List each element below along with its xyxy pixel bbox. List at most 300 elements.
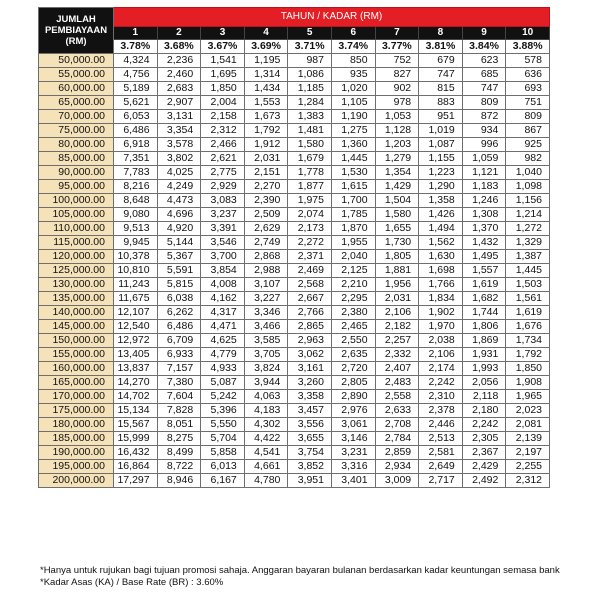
monthly-payment-cell: 1,358 [419,194,463,208]
year-header-8: 8 [419,27,463,40]
financing-amount-cell: 115,000.00 [39,236,114,250]
monthly-payment-cell: 6,053 [114,110,158,124]
monthly-payment-cell: 1,965 [506,390,550,404]
monthly-payment-cell: 578 [506,54,550,68]
year-header-10: 10 [506,27,550,40]
monthly-payment-cell: 2,683 [157,82,201,96]
monthly-payment-cell: 11,243 [114,278,158,292]
monthly-payment-cell: 827 [375,68,419,82]
monthly-payment-cell: 1,619 [462,278,506,292]
financing-amount-cell: 170,000.00 [39,390,114,404]
monthly-payment-cell: 3,944 [244,376,288,390]
monthly-payment-cell: 2,305 [462,432,506,446]
monthly-payment-cell: 2,380 [331,306,375,320]
year-header-6: 6 [331,27,375,40]
monthly-payment-cell: 5,242 [201,390,245,404]
monthly-payment-cell: 2,766 [288,306,332,320]
table-row [39,474,550,488]
monthly-payment-cell: 8,216 [114,180,158,194]
monthly-payment-cell: 1,792 [244,124,288,138]
monthly-payment-cell: 2,390 [244,194,288,208]
monthly-payment-cell: 2,805 [331,376,375,390]
monthly-payment-cell: 2,460 [157,68,201,82]
monthly-payment-cell: 4,541 [244,446,288,460]
table-row [39,418,550,432]
monthly-payment-cell: 1,128 [375,124,419,138]
financing-amount-cell: 145,000.00 [39,320,114,334]
monthly-payment-cell: 4,249 [157,180,201,194]
monthly-payment-cell: 2,446 [419,418,463,432]
monthly-payment-cell: 14,270 [114,376,158,390]
monthly-payment-cell: 809 [506,110,550,124]
year-header-3: 3 [201,27,245,40]
table-row [39,278,550,292]
monthly-payment-cell: 2,332 [375,348,419,362]
monthly-payment-cell: 3,316 [331,460,375,474]
monthly-payment-cell: 2,890 [331,390,375,404]
monthly-payment-cell: 1,445 [331,152,375,166]
table-row [39,68,550,82]
table-row [39,82,550,96]
financing-amount-cell: 150,000.00 [39,334,114,348]
monthly-payment-cell: 3,009 [375,474,419,488]
monthly-payment-cell: 747 [419,68,463,82]
monthly-payment-cell: 1,912 [244,138,288,152]
monthly-payment-cell: 1,975 [288,194,332,208]
monthly-payment-cell: 2,633 [375,404,419,418]
monthly-payment-cell: 2,859 [375,446,419,460]
monthly-payment-cell: 7,351 [114,152,158,166]
monthly-payment-cell: 693 [506,82,550,96]
monthly-payment-cell: 3,161 [288,362,332,376]
monthly-payment-cell: 2,649 [419,460,463,474]
monthly-payment-cell: 2,378 [419,404,463,418]
monthly-payment-cell: 4,008 [201,278,245,292]
monthly-payment-cell: 5,858 [201,446,245,460]
footnotes [40,565,560,589]
financing-amount-cell: 165,000.00 [39,376,114,390]
monthly-payment-cell: 1,434 [244,82,288,96]
monthly-payment-cell: 1,955 [331,236,375,250]
monthly-payment-cell: 1,086 [288,68,332,82]
monthly-payment-cell: 3,131 [157,110,201,124]
monthly-payment-cell: 1,290 [419,180,463,194]
monthly-payment-cell: 1,354 [375,166,419,180]
monthly-payment-cell: 12,107 [114,306,158,320]
monthly-payment-cell: 1,778 [288,166,332,180]
monthly-payment-cell: 3,146 [331,432,375,446]
monthly-payment-cell: 3,585 [244,334,288,348]
monthly-payment-cell: 7,604 [157,390,201,404]
monthly-payment-cell: 5,367 [157,250,201,264]
monthly-payment-cell: 1,314 [244,68,288,82]
monthly-payment-cell: 1,931 [462,348,506,362]
monthly-payment-cell: 1,279 [375,152,419,166]
monthly-payment-cell: 1,553 [244,96,288,110]
financing-amount-cell: 65,000.00 [39,96,114,110]
monthly-payment-cell: 2,513 [419,432,463,446]
monthly-payment-cell: 1,105 [331,96,375,110]
monthly-payment-cell: 4,025 [157,166,201,180]
monthly-payment-cell: 1,806 [462,320,506,334]
monthly-payment-cell: 2,040 [331,250,375,264]
monthly-payment-cell: 2,907 [157,96,201,110]
monthly-payment-cell: 2,038 [419,334,463,348]
monthly-payment-cell: 8,946 [157,474,201,488]
monthly-payment-cell: 1,676 [506,320,550,334]
monthly-payment-cell: 3,354 [157,124,201,138]
table-row [39,446,550,460]
monthly-payment-cell: 8,275 [157,432,201,446]
monthly-payment-cell: 5,550 [201,418,245,432]
monthly-payment-cell: 1,494 [419,222,463,236]
monthly-payment-cell: 16,432 [114,446,158,460]
table-row [39,124,550,138]
monthly-payment-cell: 6,262 [157,306,201,320]
amount-header-line-2: PEMBIAYAAN [44,25,108,36]
monthly-payment-cell: 1,272 [506,222,550,236]
monthly-payment-cell: 2,635 [331,348,375,362]
monthly-payment-cell: 2,483 [375,376,419,390]
monthly-payment-cell: 2,310 [419,390,463,404]
financing-amount-cell: 195,000.00 [39,460,114,474]
monthly-payment-cell: 4,317 [201,306,245,320]
monthly-payment-cell: 6,038 [157,292,201,306]
monthly-payment-cell: 2,469 [288,264,332,278]
monthly-payment-cell: 1,383 [288,110,332,124]
disclaimer-note: *Hanya untuk rujukan bagi tujuan promosi sahaja. Anggaran bayaran bulanan berdasarkan kadar keuntungan semasa bank [40,565,560,576]
year-header-7: 7 [375,27,419,40]
monthly-payment-cell: 1,203 [375,138,419,152]
monthly-payment-cell: 1,698 [419,264,463,278]
monthly-payment-cell: 1,562 [419,236,463,250]
financing-amount-cell: 135,000.00 [39,292,114,306]
monthly-payment-cell: 1,087 [419,138,463,152]
monthly-payment-cell: 3,107 [244,278,288,292]
monthly-payment-cell: 4,779 [201,348,245,362]
monthly-payment-cell: 1,673 [244,110,288,124]
monthly-payment-cell: 5,087 [201,376,245,390]
monthly-payment-cell: 2,031 [244,152,288,166]
monthly-payment-cell: 5,144 [157,236,201,250]
monthly-payment-cell: 815 [419,82,463,96]
monthly-payment-cell: 6,918 [114,138,158,152]
monthly-payment-cell: 2,139 [506,432,550,446]
monthly-payment-cell: 1,370 [462,222,506,236]
monthly-payment-cell: 2,158 [201,110,245,124]
monthly-payment-cell: 3,824 [244,362,288,376]
monthly-payment-cell: 15,567 [114,418,158,432]
monthly-payment-cell: 925 [506,138,550,152]
monthly-payment-cell: 2,151 [244,166,288,180]
monthly-payment-cell: 2,621 [201,152,245,166]
monthly-payment-cell: 1,387 [506,250,550,264]
monthly-payment-cell: 3,260 [288,376,332,390]
monthly-payment-cell: 2,257 [375,334,419,348]
monthly-payment-cell: 1,956 [375,278,419,292]
tenure-rate-header: TAHUN / KADAR (RM) [114,8,550,27]
financing-amount-cell: 110,000.00 [39,222,114,236]
table-row [39,194,550,208]
monthly-payment-cell: 2,174 [419,362,463,376]
monthly-payment-cell: 1,426 [419,208,463,222]
monthly-payment-cell: 7,783 [114,166,158,180]
monthly-payment-cell: 4,162 [201,292,245,306]
table-row [39,404,550,418]
monthly-payment-cell: 1,655 [375,222,419,236]
monthly-payment-cell: 8,648 [114,194,158,208]
monthly-payment-cell: 2,581 [419,446,463,460]
monthly-payment-cell: 16,864 [114,460,158,474]
monthly-payment-cell: 2,929 [201,180,245,194]
monthly-payment-cell: 3,951 [288,474,332,488]
monthly-payment-cell: 2,118 [462,390,506,404]
monthly-payment-cell: 1,870 [331,222,375,236]
monthly-payment-cell: 1,429 [375,180,419,194]
monthly-payment-cell: 5,621 [114,96,158,110]
year-header-row [39,27,550,40]
monthly-payment-cell: 623 [462,54,506,68]
monthly-payment-cell: 2,429 [462,460,506,474]
rate-cell: 3.69% [244,40,288,54]
monthly-payment-cell: 1,908 [506,376,550,390]
monthly-payment-cell: 4,696 [157,208,201,222]
monthly-payment-cell: 3,852 [288,460,332,474]
monthly-payment-cell: 13,405 [114,348,158,362]
monthly-payment-cell: 6,486 [157,320,201,334]
monthly-payment-cell: 2,492 [462,474,506,488]
year-header-1: 1 [114,27,158,40]
monthly-payment-cell: 17,297 [114,474,158,488]
table-row [39,376,550,390]
monthly-payment-cell: 4,302 [244,418,288,432]
monthly-payment-cell: 1,284 [288,96,332,110]
rate-header-row [39,40,550,54]
monthly-payment-cell: 867 [506,124,550,138]
monthly-payment-cell: 1,195 [244,54,288,68]
monthly-payment-cell: 13,837 [114,362,158,376]
monthly-payment-cell: 1,695 [201,68,245,82]
financing-amount-cell: 95,000.00 [39,180,114,194]
monthly-payment-cell: 3,754 [288,446,332,460]
monthly-payment-cell: 2,210 [331,278,375,292]
monthly-payment-cell: 747 [462,82,506,96]
table-row [39,166,550,180]
monthly-payment-cell: 8,722 [157,460,201,474]
monthly-payment-cell: 1,121 [462,166,506,180]
financing-amount-cell: 105,000.00 [39,208,114,222]
monthly-payment-cell: 3,231 [331,446,375,460]
monthly-payment-cell: 1,730 [375,236,419,250]
monthly-payment-cell: 14,702 [114,390,158,404]
monthly-payment-cell: 3,854 [201,264,245,278]
financing-amount-cell: 90,000.00 [39,166,114,180]
monthly-payment-cell: 2,056 [462,376,506,390]
monthly-payment-cell: 5,815 [157,278,201,292]
financing-amount-cell: 85,000.00 [39,152,114,166]
monthly-payment-cell: 951 [419,110,463,124]
monthly-payment-cell: 1,785 [331,208,375,222]
monthly-payment-cell: 4,625 [201,334,245,348]
monthly-payment-cell: 2,667 [288,292,332,306]
monthly-payment-cell: 1,541 [201,54,245,68]
monthly-payment-cell: 4,920 [157,222,201,236]
monthly-payment-cell: 685 [462,68,506,82]
monthly-payment-cell: 4,422 [244,432,288,446]
monthly-payment-cell: 12,540 [114,320,158,334]
monthly-payment-cell: 2,312 [506,474,550,488]
monthly-payment-cell: 7,157 [157,362,201,376]
monthly-payment-cell: 1,432 [462,236,506,250]
monthly-payment-cell: 902 [375,82,419,96]
monthly-payment-cell: 2,074 [288,208,332,222]
monthly-payment-cell: 2,976 [331,404,375,418]
financing-amount-cell: 175,000.00 [39,404,114,418]
table-body [39,54,550,488]
monthly-payment-cell: 1,881 [375,264,419,278]
monthly-payment-cell: 1,481 [288,124,332,138]
monthly-payment-cell: 9,513 [114,222,158,236]
monthly-payment-cell: 3,700 [201,250,245,264]
monthly-payment-cell: 2,023 [506,404,550,418]
monthly-payment-cell: 6,013 [201,460,245,474]
monthly-payment-cell: 1,190 [331,110,375,124]
monthly-payment-cell: 9,080 [114,208,158,222]
table-row [39,96,550,110]
monthly-payment-cell: 4,183 [244,404,288,418]
monthly-payment-cell: 2,775 [201,166,245,180]
monthly-payment-cell: 1,970 [419,320,463,334]
monthly-payment-cell: 3,062 [288,348,332,362]
year-header-4: 4 [244,27,288,40]
monthly-payment-cell: 8,499 [157,446,201,460]
monthly-payment-cell: 2,568 [288,278,332,292]
monthly-payment-cell: 1,850 [201,82,245,96]
monthly-payment-cell: 2,784 [375,432,419,446]
monthly-payment-cell: 4,471 [201,320,245,334]
monthly-payment-cell: 2,295 [331,292,375,306]
monthly-payment-cell: 1,561 [506,292,550,306]
amount-header-line-1: JUMLAH [56,14,96,25]
monthly-payment-cell: 1,329 [506,236,550,250]
monthly-payment-cell: 1,734 [506,334,550,348]
monthly-payment-cell: 10,810 [114,264,158,278]
monthly-payment-cell: 636 [506,68,550,82]
table-row [39,348,550,362]
monthly-payment-cell: 2,173 [288,222,332,236]
rate-cell: 3.71% [288,40,332,54]
monthly-payment-cell: 3,466 [244,320,288,334]
year-header-2: 2 [157,27,201,40]
monthly-payment-cell: 1,744 [462,306,506,320]
financing-amount-cell: 55,000.00 [39,68,114,82]
monthly-payment-cell: 2,868 [244,250,288,264]
monthly-payment-cell: 1,792 [506,348,550,362]
monthly-payment-cell: 12,972 [114,334,158,348]
table-row [39,180,550,194]
monthly-payment-cell: 934 [462,124,506,138]
monthly-payment-cell: 1,040 [506,166,550,180]
monthly-payment-cell: 1,156 [506,194,550,208]
monthly-payment-cell: 2,407 [375,362,419,376]
monthly-payment-cell: 1,495 [462,250,506,264]
table-row [39,362,550,376]
monthly-payment-cell: 3,061 [331,418,375,432]
table-row [39,390,550,404]
financing-amount-cell: 185,000.00 [39,432,114,446]
monthly-payment-cell: 1,308 [462,208,506,222]
monthly-payment-cell: 2,708 [375,418,419,432]
monthly-payment-cell: 809 [462,96,506,110]
monthly-payment-cell: 15,134 [114,404,158,418]
monthly-payment-cell: 2,988 [244,264,288,278]
monthly-payment-cell: 1,504 [375,194,419,208]
monthly-payment-cell: 3,391 [201,222,245,236]
financing-amount-cell: 180,000.00 [39,418,114,432]
monthly-payment-cell: 1,766 [419,278,463,292]
table-row [39,250,550,264]
monthly-payment-cell: 935 [331,68,375,82]
monthly-payment-cell: 2,720 [331,362,375,376]
monthly-payment-cell: 2,242 [419,376,463,390]
monthly-payment-cell: 1,530 [331,166,375,180]
amount-header-line-3: (RM) [65,36,87,47]
monthly-payment-cell: 9,945 [114,236,158,250]
monthly-payment-cell: 1,700 [331,194,375,208]
table-row [39,208,550,222]
monthly-payment-cell: 2,963 [288,334,332,348]
monthly-payment-cell: 2,550 [331,334,375,348]
monthly-payment-cell: 6,933 [157,348,201,362]
financing-amount-cell: 130,000.00 [39,278,114,292]
financing-amount-cell: 100,000.00 [39,194,114,208]
monthly-payment-cell: 4,661 [244,460,288,474]
table-row [39,334,550,348]
monthly-payment-cell: 3,083 [201,194,245,208]
monthly-payment-cell: 3,705 [244,348,288,362]
monthly-payment-cell: 1,679 [288,152,332,166]
table-row [39,110,550,124]
year-header-5: 5 [288,27,332,40]
monthly-payment-cell: 1,185 [288,82,332,96]
monthly-payment-cell: 2,255 [506,460,550,474]
monthly-payment-cell: 987 [288,54,332,68]
monthly-payment-cell: 982 [506,152,550,166]
monthly-payment-cell: 2,081 [506,418,550,432]
amount-column-header [39,8,114,54]
monthly-payment-cell: 2,466 [201,138,245,152]
table-row [39,152,550,166]
monthly-payment-cell: 1,682 [462,292,506,306]
rate-cell: 3.78% [114,40,158,54]
monthly-payment-cell: 1,098 [506,180,550,194]
table-row [39,222,550,236]
monthly-payment-cell: 1,223 [419,166,463,180]
rate-cell: 3.84% [462,40,506,54]
table-row [39,54,550,68]
financing-amount-cell: 50,000.00 [39,54,114,68]
rate-cell: 3.68% [157,40,201,54]
monthly-payment-cell: 2,236 [157,54,201,68]
monthly-payment-cell: 1,869 [462,334,506,348]
monthly-payment-cell: 1,019 [419,124,463,138]
monthly-payment-cell: 3,546 [201,236,245,250]
monthly-payment-cell: 1,020 [331,82,375,96]
monthly-payment-cell: 1,580 [375,208,419,222]
base-rate-note: *Kadar Asas (KA) / Base Rate (BR) : 3.60% [40,577,224,588]
monthly-payment-cell: 15,999 [114,432,158,446]
monthly-payment-cell: 1,993 [462,362,506,376]
